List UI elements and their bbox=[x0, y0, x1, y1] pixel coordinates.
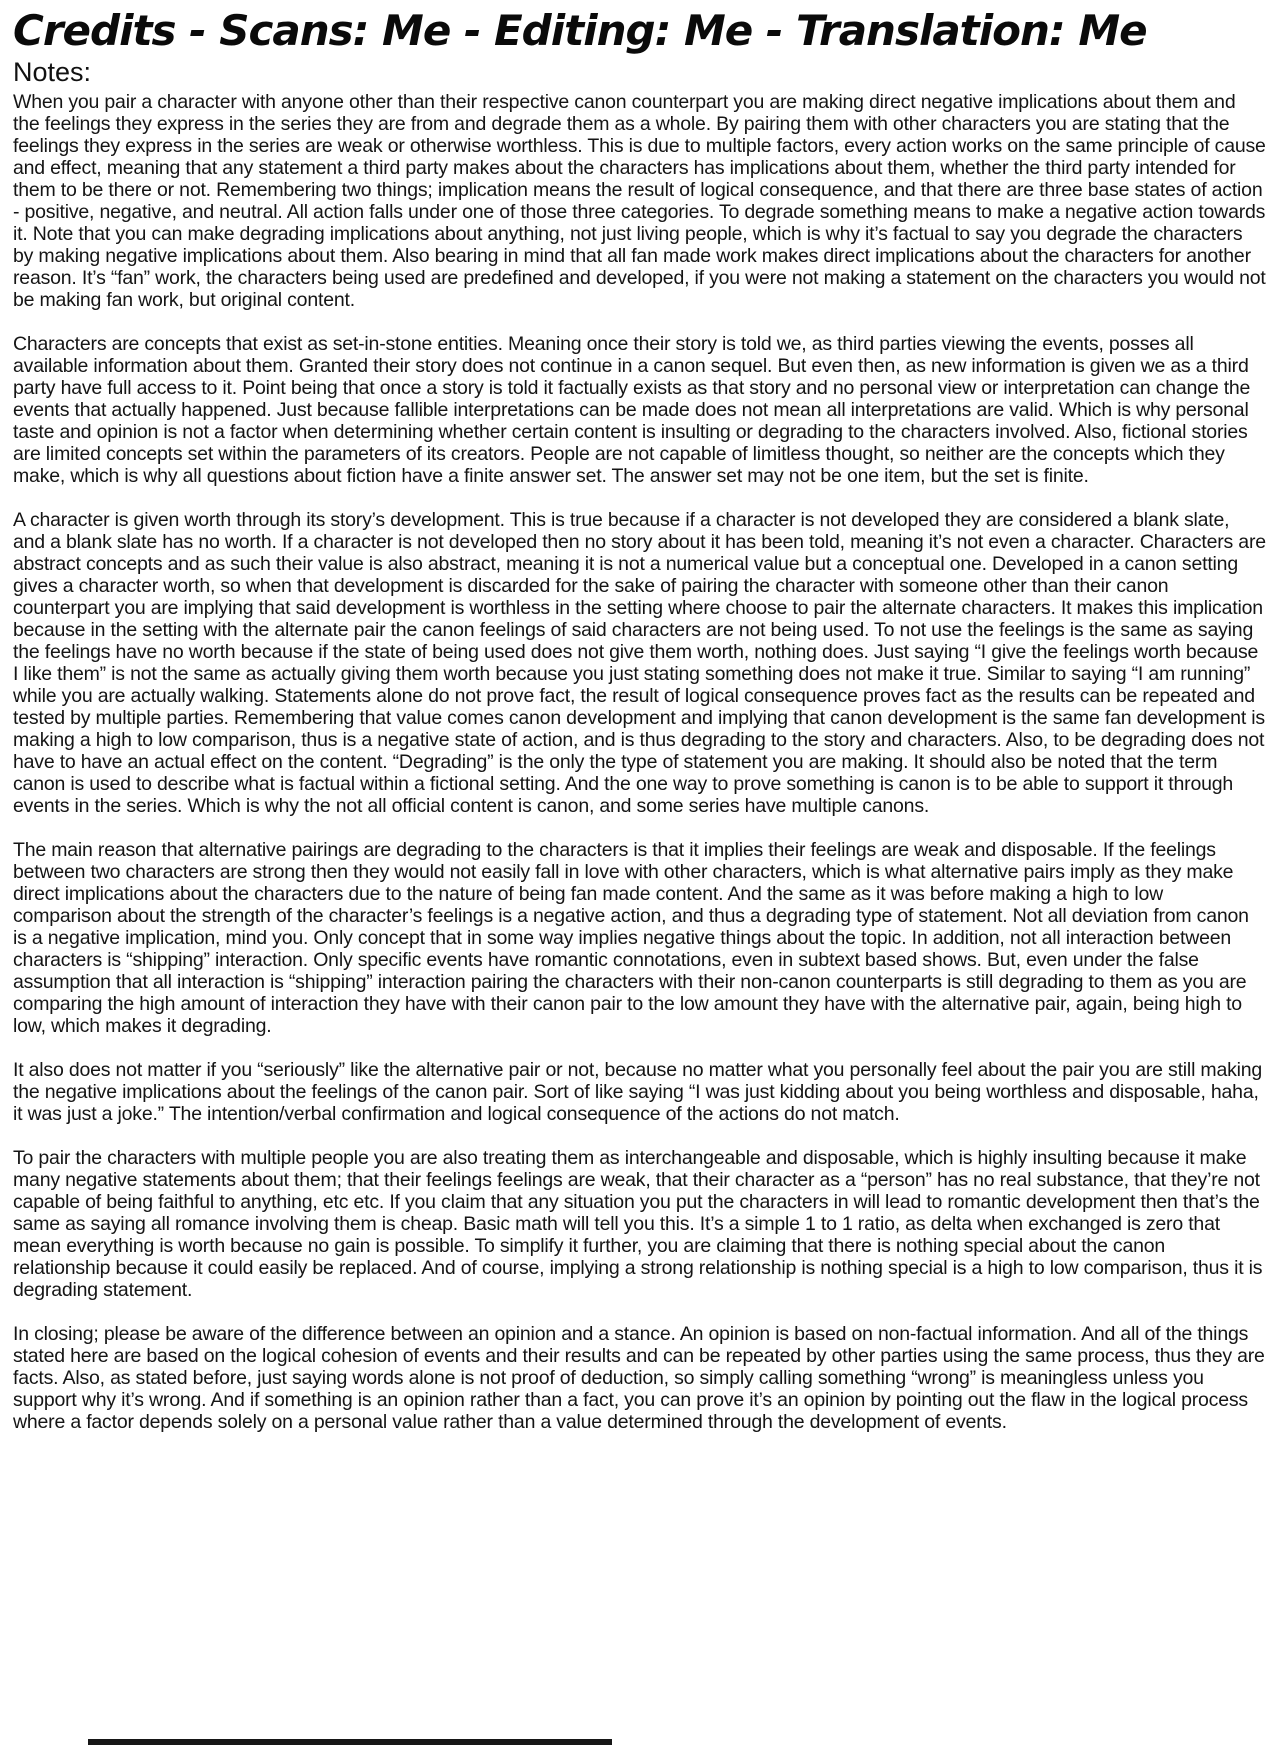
credits-title: Credits - Scans: Me - Editing: Me - Translation: Me bbox=[13, 6, 1147, 55]
cropped-next-page-edge bbox=[88, 1739, 612, 1745]
notes-paragraph-implications: When you pair a character with anyone other than their respective canon counterpart you are making direct negative implications about them and the feelings they express in the series they are from and degrade them as a whole. By pairing them with other characters you are stating that the feelings they express in the series are weak or otherwise worthless. This is due to multiple factors, every action works on the same principle of cause and effect, meaning that any statement a third party makes about the characters has implications about them, whether the third party intended for them to be there or not. Remembering two things; implication means the result of logical consequence, and that there are three base states of action - positive, negative, and neutral. All action falls under one of those three categories. To degrade something means to make a negative action towards it. Note that you can make degrading implications about anything, not just living people, which is why it’s factual to say you degrade the characters by making negative implications about them. Also bearing in mind that all fan made work makes direct implications about the characters for another reason. It’s “fan” work, the characters being used are predefined and developed, if you were not making a statement on the characters you would not be making fan work, but original content. bbox=[13, 90, 1266, 311]
notes-paragraph-seriously-like: It also does not matter if you “seriously” like the alternative pair or not, because no matter what you personally feel about the pair you are still making the negative implications about the feelings of the canon pair. Sort of like saying “I was just kidding about you being worthless and disposable, haha, it was just a joke.” The intention/verbal confirmation and logical consequence of the actions do not match. bbox=[13, 1058, 1263, 1125]
notes-paragraph-closing: In closing; please be aware of the difference between an opinion and a stance. An opinion is based on non-factual information. And all of the things stated here are based on the logical cohesion of events and their results and can be repeated by other parties using the same process, thus they are facts. Also, as stated before, just saying words alone is not proof of deduction, so simply calling something “wrong” is meaningless unless you support why it’s wrong. And if something is an opinion rather than a fact, you can prove it’s an opinion by pointing out the flaw in the logical process where a factor depends solely on a personal value rather than a value determined through the development of events. bbox=[13, 1322, 1265, 1433]
notes-paragraph-set-in-stone: Characters are concepts that exist as set-in-stone entities. Meaning once their story is told we, as third parties viewing the events, posses all available information about them. Granted their story does not continue in a canon sequel. But even then, as new information is given we as a third party have full access to it. Point being that once a story is told it factually exists as that story and no personal view or interpretation can change the events that actually happened. Just because fallible interpretations can be made does not mean all interpretations are valid. Which is why personal taste and opinion is not a factor when determining whether certain content is insulting or degrading to the characters involved. Also, fictional stories are limited concepts set within the parameters of its creators. People are not capable of limitless thought, so neither are the concepts which they make, which is why all questions about fiction have a finite answer set. The answer set may not be one item, but the set is finite. bbox=[13, 332, 1251, 487]
notes-paragraph-multiple-people: To pair the characters with multiple people you are also treating them as interchangeable and disposable, which is highly insulting because it make many negative statements about them; that their feelings feelings are weak, that their character as a “person” has no real substance, that they’re not capable of being faithful to anything, etc etc. If you claim that any situation you put the characters in will lead to romantic development then that’s the same as saying all romance involving them is cheap. Basic math will tell you this. It’s a simple 1 to 1 ratio, as delta when exchanged is zero that mean everything is worth because no gain is possible. To simplify it further, you are claiming that there is nothing special about the canon relationship because it could easily be replaced. And of course, implying a strong relationship is nothing special is a high to low comparison, thus it is degrading statement. bbox=[13, 1146, 1263, 1301]
notes-heading: Notes: bbox=[13, 57, 92, 88]
notes-paragraph-character-worth: A character is given worth through its story’s development. This is true because if a character is not developed they are considered a blank slate, and a blank slate has no worth. If a character is not developed then no story about it has been told, meaning it’s not even a character. Characters are abstract concepts and as such their value is also abstract, meaning it is not a numerical value but a conceptual one. Developed in a canon setting gives a character worth, so when that development is discarded for the sake of pairing the character with someone other than their canon counterpart you are implying that said development is worthless in the setting where choose to pair the alternate characters. It makes this implication because in the setting with the alternate pair the canon feelings of said characters are not being used. To not use the feelings is the same as saying the feelings have no worth because if the state of being used does not give them worth, nothing does. Just saying “I give the feelings worth because I like them” is not the same as actually giving them worth because you just stating something does not make it true. Similar to saying “I am running” while you are actually walking. Statements alone do not prove fact, the result of logical consequence proves fact as the results can be repeated and tested by multiple parties. Remembering that value comes canon development and implying that canon development is the same fan development is making a high to low comparison, thus is a negative state of action, and is thus degrading to the story and characters. Also, to be degrading does not have to have an actual effect on the content. “Degrading” is the only the type of statement you are making. It should also be noted that the term canon is used to describe what is factual within a fictional setting. And the one way to prove something is canon is to be able to support it through events in the series. Which is why the not all official content is canon, and some series have multiple canons. bbox=[13, 508, 1266, 817]
notes-paragraph-alternative-pairings: The main reason that alternative pairings are degrading to the characters is that it implies their feelings are weak and disposable. If the feelings between two characters are strong then they would not easily fall in love with other characters, which is what alternative pairs imply as they make direct implications about the characters due to the nature of being fan made content. And the same as it was before making a high to low comparison about the strength of the character’s feelings is a negative action, and thus a degrading type of statement. Not all deviation from canon is a negative implication, mind you. Only concept that in some way implies negative things about the topic. In addition, not all interaction between characters is “shipping” interaction. Only specific events have romantic connotations, even in subtext based shows. But, even under the false assumption that all interaction is “shipping” interaction pairing the characters with their non-canon counterparts is still degrading to them as you are comparing the high amount of interaction they have with their canon pair to the low amount they have with the alternative pair, again, being high to low, which makes it degrading. bbox=[13, 838, 1249, 1037]
